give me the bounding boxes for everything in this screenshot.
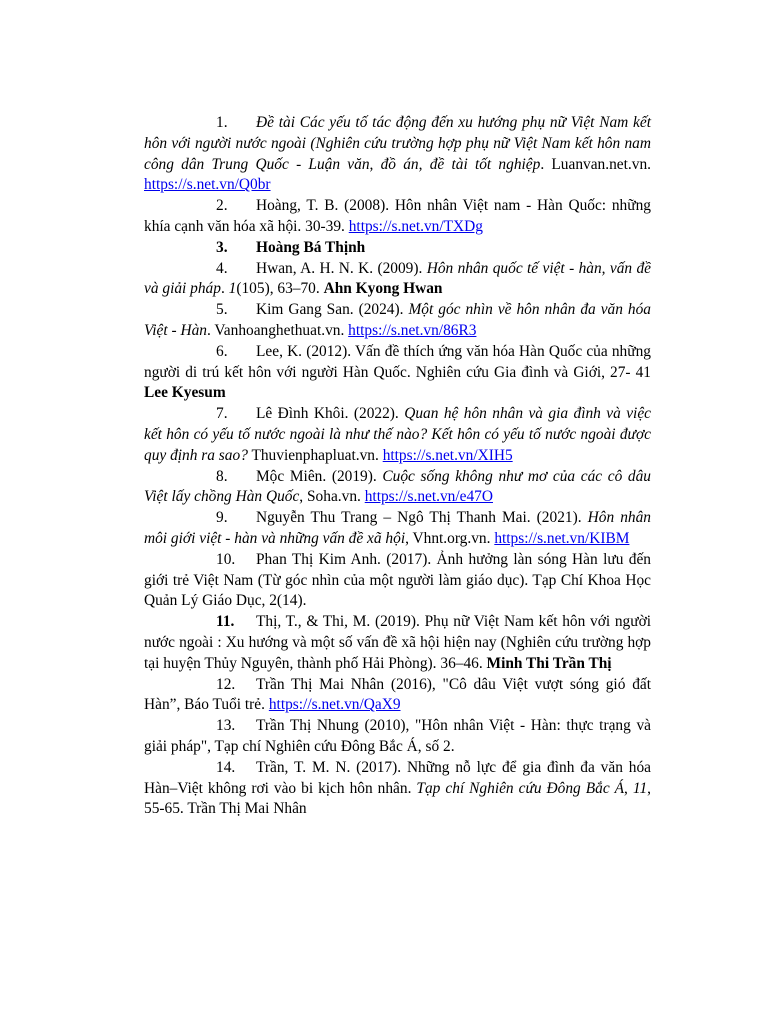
reference-text: Kim Gang San. (2024). (256, 301, 409, 319)
reference-link[interactable]: https://s.net.vn/86R3 (348, 321, 477, 339)
reference-text: (105), 63–70. (236, 280, 324, 298)
reference-number: 3. (216, 238, 228, 256)
reference-item (144, 404, 651, 466)
reference-text: . (220, 280, 229, 298)
reference-author-note: Minh Thi Trần Thị (486, 654, 612, 672)
reference-number: 7. (216, 405, 228, 423)
reference-link[interactable]: https://s.net.vn/TXDg (348, 217, 483, 235)
reference-text: . Luanvan.net.vn. (540, 155, 651, 173)
reference-item (144, 675, 651, 717)
reference-text: Trần Thị Nhung (2010), "Hôn nhân Việt - Hàn: thực trạng và giải pháp", Tạp chí Nghiên cứu Đông Bắc Á, số 2. (144, 717, 651, 755)
reference-text: Nguyễn Thu Trang – Ngô Thị Thanh Mai. (2021). (256, 509, 588, 527)
reference-text: , Vhnt.org.vn. (405, 529, 495, 547)
reference-text: . Vanhoanghethuat.vn. (206, 321, 349, 339)
reference-number: 10. (216, 550, 236, 568)
reference-item (144, 467, 651, 509)
reference-number: 14. (216, 758, 236, 776)
reference-text: , 55-65. Trần Thị Mai Nhân (144, 779, 651, 818)
reference-list (144, 113, 651, 820)
reference-number: 6. (216, 342, 228, 360)
reference-item (144, 612, 651, 674)
reference-text: Đề tài Các yếu tố tác động đến xu hướng phụ nữ Việt Nam kết hôn với người nước ngoài (Nghiên cứu trường hợp phụ nữ Việt Nam kết hôn nam công dân Trung Quốc - Luận văn, đồ án, đề tài tốt nghiệp (144, 114, 651, 173)
reference-text: Lee, K. (2012). Vấn đề thích ứng văn hóa Hàn Quốc của những người di trú kết hôn với người Hàn Quốc. Nghiên cứu Gia đình và Giới, 27- 41 (144, 342, 651, 381)
reference-text: Một góc nhìn về hôn nhân đa văn hóa Việt - Hàn (144, 301, 652, 339)
reference-number: 5. (216, 301, 228, 319)
reference-item (144, 342, 651, 404)
reference-item (144, 259, 651, 301)
reference-text: Hôn nhân môi giới việt - hàn và những vấn đề xã hội (144, 509, 651, 547)
reference-text: Cuộc sống không như mơ của các cô dâu Việt lấy chồng Hàn Quốc (144, 467, 651, 506)
reference-text: Lê Đình Khôi. (2022). (256, 405, 405, 423)
reference-item (144, 550, 651, 612)
reference-number: 13. (216, 717, 236, 735)
reference-text: , Soha.vn. (299, 488, 365, 506)
reference-item (144, 196, 651, 238)
reference-link[interactable]: https://s.net.vn/QaX9 (268, 696, 401, 714)
reference-item (144, 716, 651, 758)
reference-text: Trần Thị Mai Nhân (2016), "Cô dâu Việt vượt sóng gió đất Hàn”, Báo Tuổi trẻ. (144, 675, 651, 714)
reference-number: 11. (216, 613, 235, 631)
reference-number: 8. (216, 467, 228, 485)
reference-text: Tạp chí Nghiên cứu Đông Bắc Á (416, 779, 625, 797)
reference-number: 1. (216, 114, 228, 131)
reference-text: Quan hệ hôn nhân và gia đình và việc kết hôn có yếu tố nước ngoài là như thế nào? Kết hôn có yếu tố nước ngoài được quy định ra sao? (144, 405, 651, 464)
reference-number: 12. (216, 675, 236, 693)
reference-text: Hwan, A. H. N. K. (2009). (256, 259, 427, 277)
reference-link[interactable]: https://s.net.vn/Q0br (144, 176, 271, 194)
reference-text: Phan Thị Kim Anh. (2017). Ảnh hưởng làn sóng Hàn lưu đến giới trẻ Việt Nam (Từ góc nhìn của một người làm giáo dục). Tạp Chí Khoa Học Quản Lý Giáo Dục, 2(14). (144, 550, 651, 610)
reference-link[interactable]: https://s.net.vn/KIBM (494, 529, 630, 547)
reference-author-note: Lee Kyesum (144, 384, 226, 402)
reference-text: , (624, 779, 633, 797)
reference-text: Thị, T., & Thi, M. (2019). Phụ nữ Việt Nam kết hôn với người nước ngoài : Xu hướng và một số vấn đề xã hội hiện nay (Nghiên cứu trường hợp tại huyện Thủy Nguyên, thành phố Hải Phòng). 36–46. (144, 613, 651, 672)
reference-text: 11 (632, 779, 648, 797)
reference-author-note: Hoàng Bá Thịnh (256, 238, 366, 256)
reference-item (144, 113, 651, 196)
reference-item (144, 238, 651, 259)
reference-text: Hoàng, T. B. (2008). Hôn nhân Việt nam - Hàn Quốc: những khía cạnh văn hóa xã hội. 30-39. (144, 197, 651, 235)
reference-item (144, 508, 651, 550)
reference-text: Mộc Miên. (2019). (256, 467, 383, 485)
reference-link[interactable]: https://s.net.vn/XIH5 (382, 446, 513, 464)
reference-number: 4. (216, 259, 228, 277)
reference-author-note: Ahn Kyong Hwan (323, 280, 443, 298)
reference-number: 9. (216, 509, 228, 527)
reference-text: Hôn nhân quốc tế việt - hàn, vấn đề và giải pháp (144, 259, 651, 298)
reference-text: 1 (228, 280, 237, 298)
reference-text: Thuvienphapluat.vn. (247, 446, 383, 464)
reference-link[interactable]: https://s.net.vn/e47O (364, 488, 493, 506)
reference-number: 2. (216, 197, 228, 215)
reference-item (144, 758, 651, 820)
reference-text: Trần, T. M. N. (2017). Những nỗ lực để gia đình đa văn hóa Hàn–Việt không rơi vào bi kịch hôn nhân. (144, 758, 651, 797)
reference-item (144, 300, 651, 342)
